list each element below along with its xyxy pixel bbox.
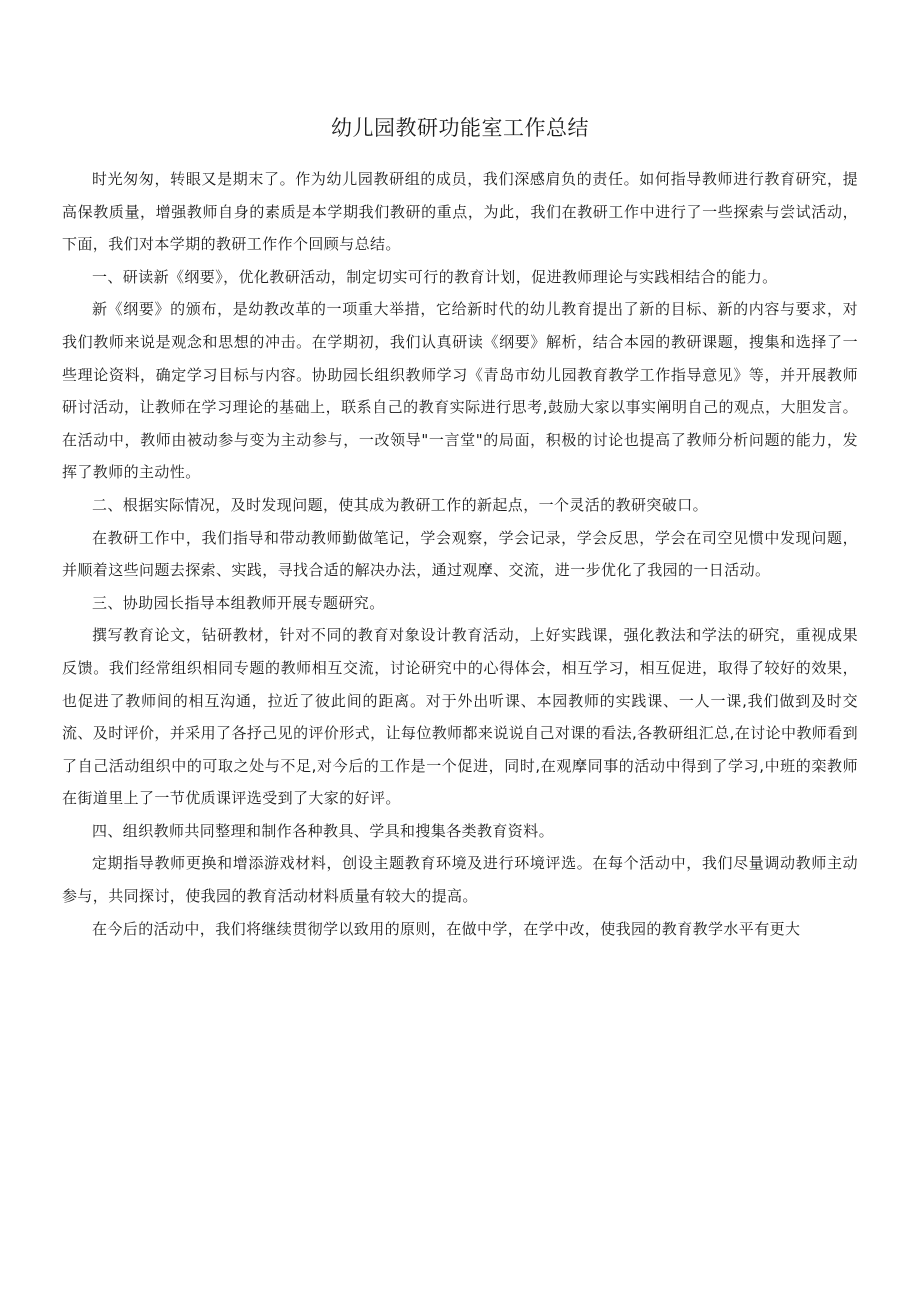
paragraph-section-4: 定期指导教师更换和增添游戏材料，创设主题教育环境及进行环境评选。在每个活动中，我们尽量调动教师主动参与，共同探讨，使我园的教育活动材料质量有较大的提高。 (62, 854, 858, 906)
paragraph-closing: 在今后的活动中，我们将继续贯彻学以致用的原则，在做中学，在学中改，使我园的教育教学水平有更大 (92, 919, 801, 938)
document-body (62, 163, 858, 945)
section-heading-2: 二、根据实际情况，及时发现问题，使其成为教研工作的新起点，一个灵活的教研突破口。 (92, 495, 709, 514)
section-heading-1: 一、研读新《纲要》，优化教研活动，制定切实可行的教育计划，促进教师理论与实践相结合的能力。 (92, 267, 778, 286)
paragraph-section-2: 在教研工作中，我们指导和带动教师勤做笔记，学会观察，学会记录，学会反思，学会在司空见惯中发现问题，并顺着这些问题去探索、实践，寻找合适的解决办法，通过观摩、交流，进一步优化了我园的一日活动。 (62, 528, 858, 580)
paragraph-intro: 时光匆匆，转眼又是期末了。作为幼儿园教研组的成员，我们深感肩负的责任。如何指导教师进行教育研究，提高保教质量，增强教师自身的素质是本学期我们教研的重点，为此，我们在教研工作中进行了一些探索与尝试活动，下面，我们对本学期的教研工作作个回顾与总结。 (62, 170, 858, 254)
document-title: 幼儿园教研功能室工作总结 (331, 116, 589, 140)
paragraph-section-3: 撰写教育论文，钻研教材，针对不同的教育对象设计教育活动，上好实践课，强化教法和学法的研究，重视成果反馈。我们经常组织相同专题的教师相互交流，讨论研究中的心得体会，相互学习，相互促进，取得了较好的效果，也促进了教师间的相互沟通，拉近了彼此间的距离。对于外出听课、本园教师的实践课、一人一课,我们做到及时交流、及时评价，并采用了各抒己见的评价形式，让每位教师都来说说自己对课的看法,各教研组汇总,在讨论中教师看到了自己活动组织中的可取之处与不足,对今后的工作是一个促进，同时,在观摩同事的活动中得到了学习,中班的栾教师在街道里上了一节优质课评选受到了大家的好评。 (62, 626, 858, 808)
paragraph-section-1: 新《纲要》的颁布，是幼教改革的一项重大举措，它给新时代的幼儿教育提出了新的目标、新的内容与要求，对我们教师来说是观念和思想的冲击。在学期初，我们认真研读《纲要》解析，结合本园的教研课题，搜集和选择了一些理论资料，确定学习目标与内容。协助园长组织教师学习《青岛市幼儿园教育教学工作指导意见》等，并开展教师研讨活动，让教师在学习理论的基础上，联系自己的教育实际进行思考,鼓励大家以事实阐明自己的观点，大胆发言。在活动中，教师由被动参与变为主动参与，一改领导"一言堂"的局面，积极的讨论也提高了教师分析问题的能力，发挥了教师的主动性。 (62, 300, 858, 482)
section-heading-4: 四、组织教师共同整理和制作各种教具、学具和搜集各类教育资料。 (92, 821, 555, 840)
section-heading-3: 三、协助园长指导本组教师开展专题研究。 (92, 593, 385, 612)
